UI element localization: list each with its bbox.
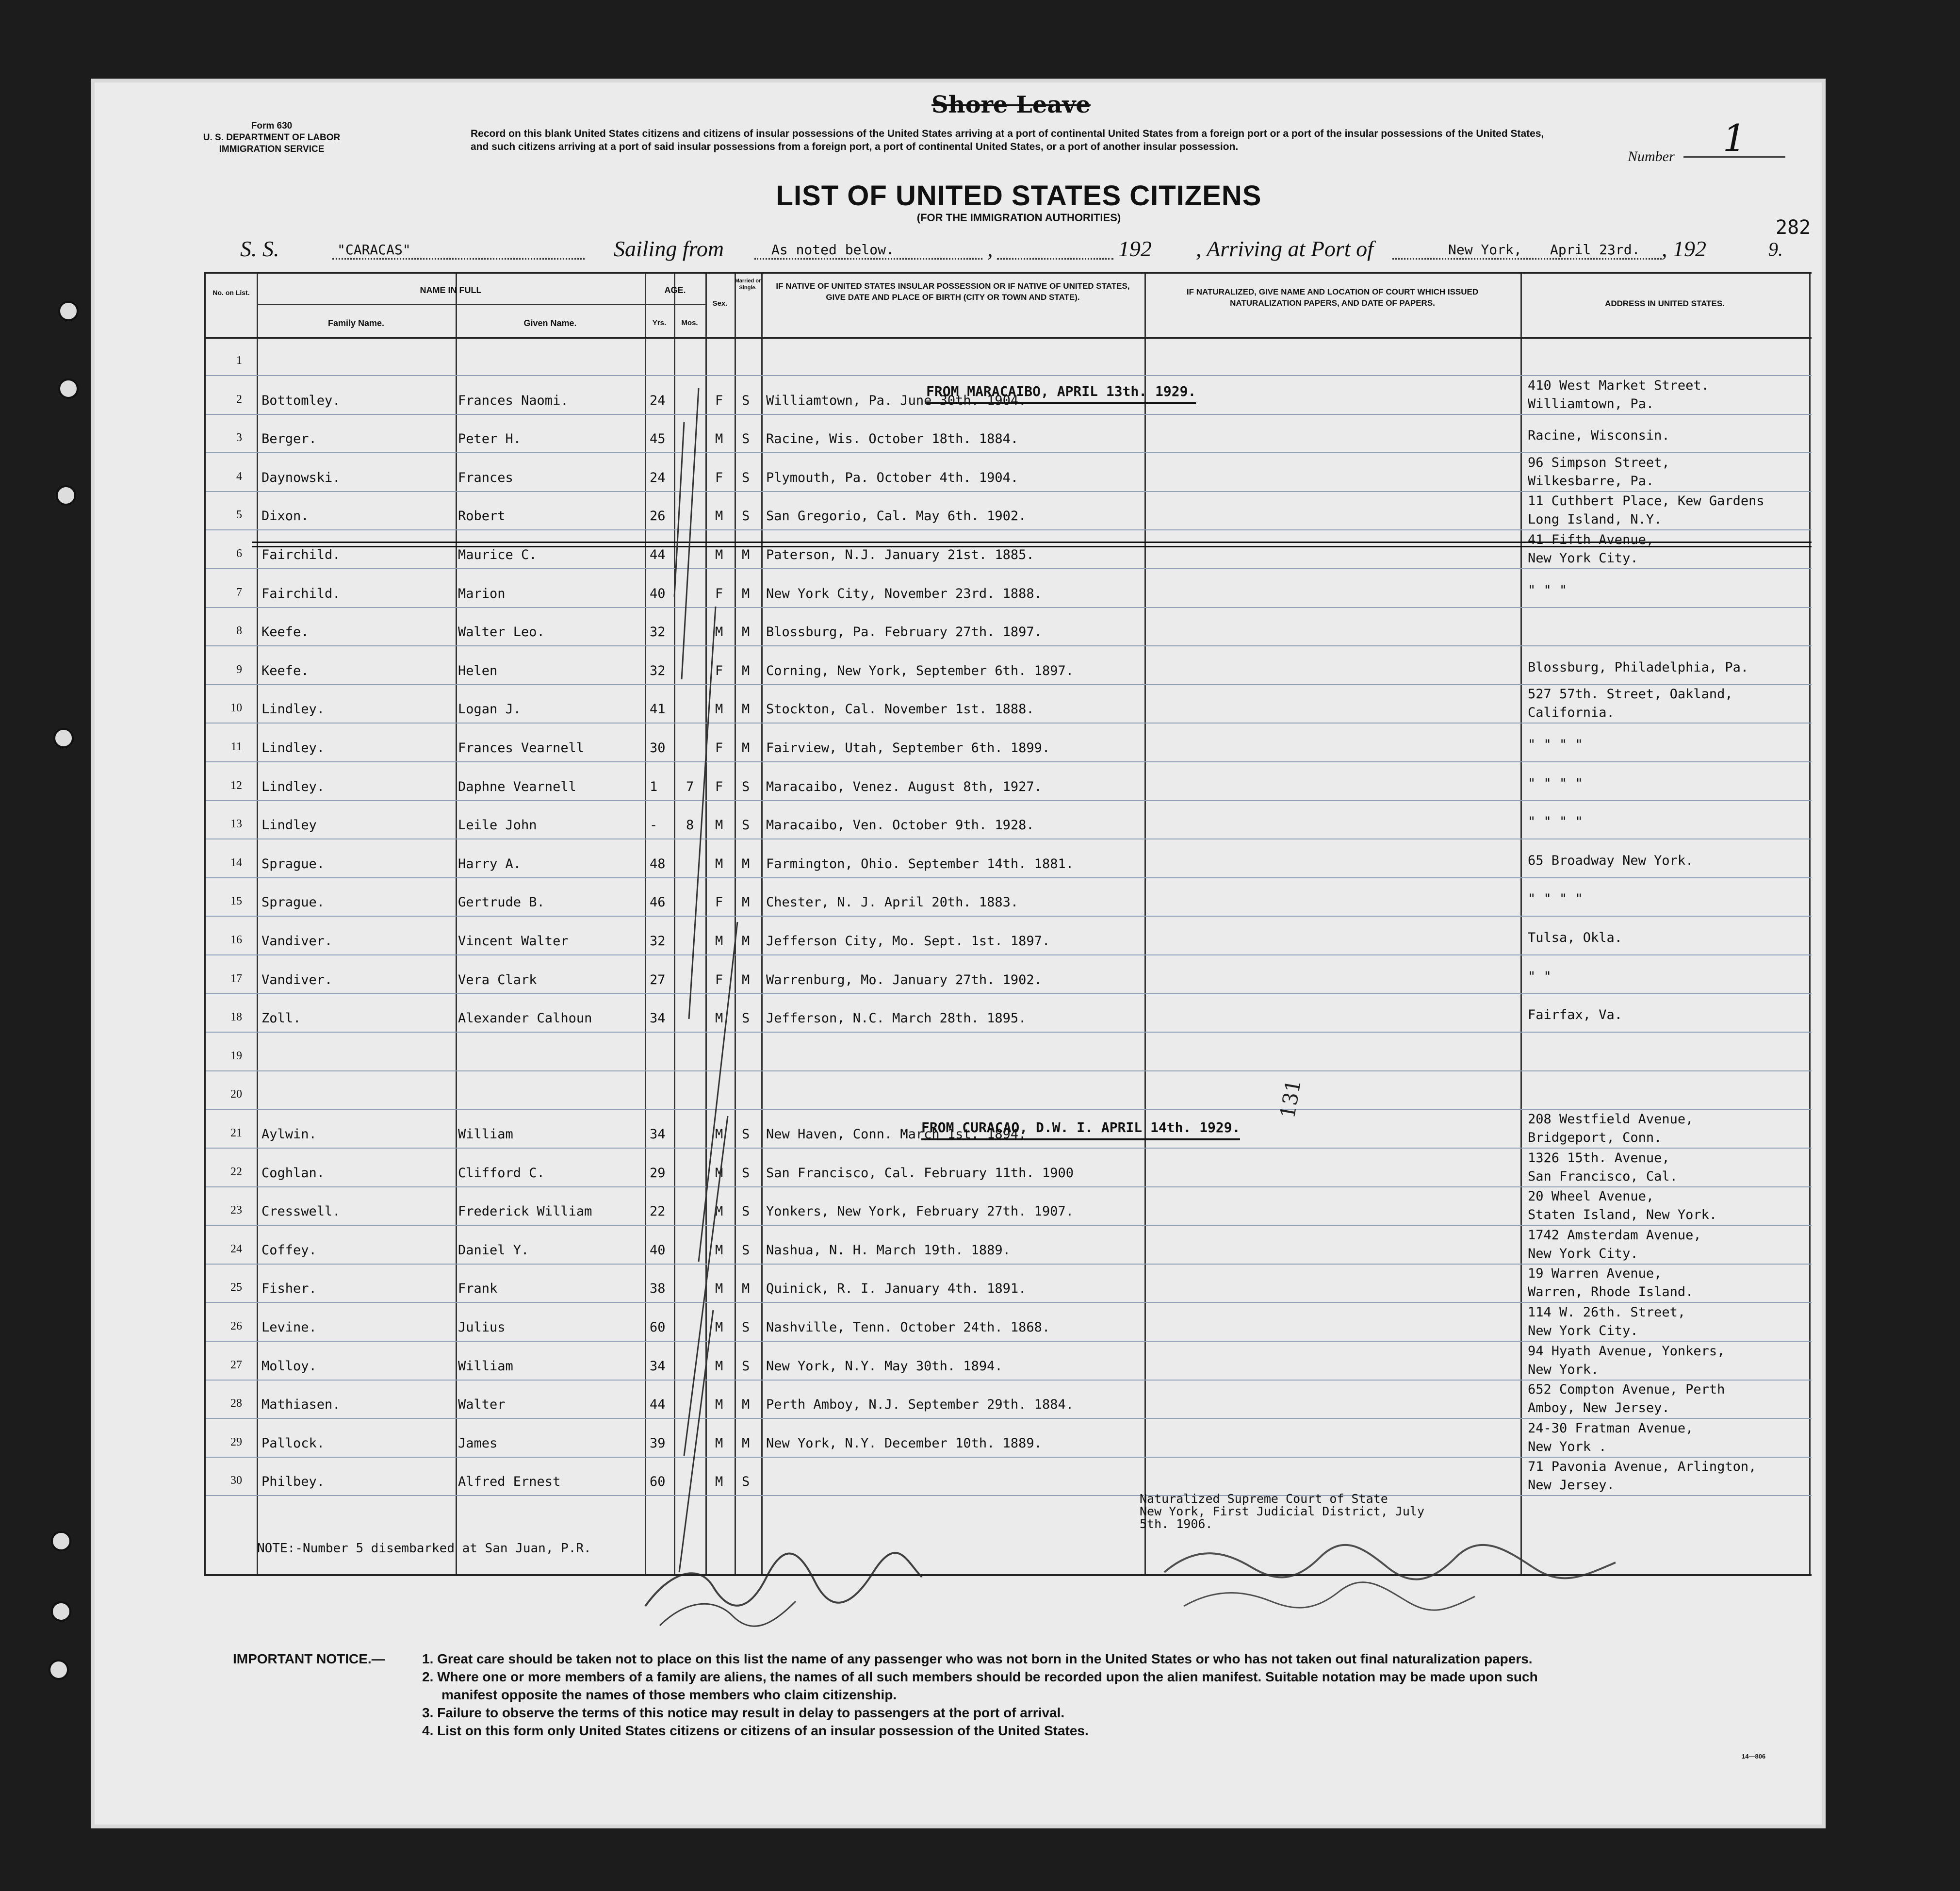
cell-no: 18 — [230, 1011, 242, 1024]
cell-birth: Perth Amboy, N.J. September 29th. 1884. — [766, 1397, 1074, 1413]
header-yrs: Yrs. — [652, 319, 667, 327]
cell-given: Daphne Vearnell — [458, 779, 576, 794]
cell-ms: M — [742, 702, 750, 717]
department-name: U. S. DEPARTMENT OF LABOR — [203, 132, 341, 143]
cell-given: Marion — [458, 586, 506, 601]
ss-label: S. S. — [240, 236, 279, 261]
footnote-disembarked: NOTE:-Number 5 disembarked at San Juan, P.R. — [257, 1541, 591, 1556]
address-line: " " " " — [1528, 775, 1583, 791]
handwritten-shore-leave: Shore Leave — [931, 91, 1091, 118]
notice-lead: IMPORTANT NOTICE.— — [233, 1651, 385, 1666]
cell-yrs: 29 — [650, 1165, 666, 1181]
address-line: 208 Westfield Avenue, — [1528, 1112, 1694, 1127]
cell-family: Pallock. — [261, 1435, 325, 1451]
cell-sex: M — [715, 1474, 723, 1490]
address-line: 65 Broadway New York. — [1528, 853, 1694, 868]
address-line: " " " " — [1528, 814, 1583, 830]
cell-no: 8 — [236, 625, 242, 638]
address-line: Fairfax, Va. — [1528, 1007, 1623, 1023]
cell-no: 14 — [230, 856, 242, 869]
cell-family: Fairchild. — [261, 586, 341, 601]
cell-ms: S — [742, 509, 750, 524]
comma: , — [987, 236, 993, 261]
cell-family: Coghlan. — [261, 1165, 325, 1181]
cell-sex: M — [715, 702, 723, 717]
cell-no: 24 — [230, 1242, 242, 1255]
cell-sex: M — [715, 547, 723, 562]
cell-birth: Maracaibo, Ven. October 9th. 1928. — [766, 818, 1034, 833]
cell-given: William — [458, 1127, 513, 1142]
cell-given: James — [458, 1435, 498, 1451]
header-age: AGE. — [664, 285, 686, 295]
cell-ms: S — [742, 1127, 750, 1142]
cell-sex: F — [715, 972, 723, 987]
cell-family: Lindley. — [261, 740, 325, 756]
address-line: Amboy, New Jersey. — [1528, 1400, 1670, 1416]
cell-no: 25 — [230, 1281, 242, 1294]
cell-birth: Paterson, N.J. January 21st. 1885. — [766, 547, 1034, 562]
cell-given: William — [458, 1358, 513, 1374]
cell-birth: Fairview, Utah, September 6th. 1899. — [766, 740, 1050, 756]
cell-given: Vincent Walter — [458, 934, 569, 949]
cell-given: Alexander Calhoun — [458, 1011, 592, 1026]
cell-birth: New York, N.Y. December 10th. 1889. — [766, 1435, 1042, 1451]
cell-yrs: 44 — [650, 547, 666, 562]
cell-sex: F — [715, 895, 723, 910]
cell-ms: M — [742, 663, 750, 678]
cell-no: 7 — [236, 586, 242, 599]
header-family: Family Name. — [327, 318, 385, 328]
cell-no: 29 — [230, 1435, 242, 1448]
cell-ms: S — [742, 431, 750, 447]
cell-sex: F — [715, 663, 723, 678]
header-given: Given Name. — [523, 318, 577, 328]
cell-family: Daynowski. — [261, 470, 341, 485]
cell-family: Vandiver. — [261, 934, 333, 949]
address-line: 114 W. 26th. Street, — [1528, 1305, 1686, 1320]
address-line: Racine, Wisconsin. — [1528, 428, 1670, 444]
cell-given: Gertrude B. — [458, 895, 545, 910]
address-line: 96 Simpson Street, — [1528, 455, 1670, 470]
cell-family: Fairchild. — [261, 547, 341, 562]
address-line: 11 Cuthbert Place, Kew Gardens — [1528, 493, 1764, 509]
cell-family: Berger. — [261, 431, 317, 447]
header-no: No. on List. — [212, 289, 250, 296]
cell-yrs: 34 — [650, 1011, 666, 1026]
header-mos: Mos. — [681, 319, 698, 327]
cell-family: Keefe. — [261, 663, 309, 678]
cell-no: 30 — [230, 1474, 242, 1487]
cell-sex: F — [715, 779, 723, 794]
section-maracaibo: FROM MARACAIBO, APRIL 13th. 1929. — [926, 383, 1196, 404]
cell-no: 2 — [236, 393, 242, 406]
cell-given: Clifford C. — [458, 1165, 545, 1181]
cell-given: Frank — [458, 1281, 498, 1297]
notice-item: 2. Where one or more members of a family are aliens, the names of all such members should be recorded upon the alien manifest. Suitable notation may be made upon such — [422, 1669, 1538, 1684]
cell-sex: M — [715, 1281, 723, 1297]
cell-yrs: 27 — [650, 972, 666, 987]
cell-yrs: 34 — [650, 1127, 666, 1142]
cell-sex: M — [715, 1358, 723, 1374]
cell-yrs: 45 — [650, 431, 666, 447]
address-line: New York City. — [1528, 1246, 1638, 1261]
cell-ms: M — [742, 586, 750, 601]
cell-birth: Nashua, N. H. March 19th. 1889. — [766, 1242, 1011, 1258]
cell-mos: 8 — [686, 818, 694, 833]
cell-yrs: 60 — [650, 1320, 666, 1335]
address-line: Bridgeport, Conn. — [1528, 1130, 1662, 1145]
cell-no: 15 — [230, 895, 242, 908]
cell-birth: Nashville, Tenn. October 24th. 1868. — [766, 1320, 1050, 1335]
cell-no: 27 — [230, 1358, 242, 1371]
cell-yrs: 30 — [650, 740, 666, 756]
cell-ms: M — [742, 934, 750, 949]
cell-yrs: 60 — [650, 1474, 666, 1490]
cell-given: Peter H. — [458, 431, 522, 447]
cell-no: 20 — [230, 1088, 242, 1101]
cell-family: Sprague. — [261, 895, 325, 910]
cell-yrs: 34 — [650, 1358, 666, 1374]
address-line: 41 Fifth Avenue, — [1528, 532, 1654, 547]
cell-family: Zoll. — [261, 1011, 301, 1026]
cell-ms: S — [742, 1474, 750, 1490]
cell-given: Helen — [458, 663, 498, 678]
cell-given: Alfred Ernest — [458, 1474, 561, 1490]
address-line: New York City. — [1528, 551, 1638, 566]
year-prefix: 192 — [1118, 236, 1152, 261]
year-prefix-2: , 192 — [1662, 236, 1706, 261]
cell-birth: Plymouth, Pa. October 4th. 1904. — [766, 470, 1019, 485]
cell-no: 19 — [230, 1049, 242, 1062]
cell-family: Philbey. — [261, 1474, 325, 1490]
arrival-port: New York, — [1448, 242, 1522, 258]
arriving-label: , Arriving at Port of — [1196, 236, 1373, 261]
cell-sex: M — [715, 1165, 723, 1181]
address-line: 652 Compton Avenue, Perth — [1528, 1382, 1725, 1398]
arrival-date: April 23rd. — [1550, 242, 1640, 258]
address-line: New York . — [1528, 1439, 1607, 1454]
cell-given: Logan J. — [458, 702, 522, 717]
page-number: 282 — [1776, 216, 1811, 239]
cell-no: 1 — [236, 354, 242, 367]
cell-birth: San Gregorio, Cal. May 6th. 1902. — [766, 509, 1027, 524]
cell-ms: M — [742, 1435, 750, 1451]
year-suffix: 9. — [1768, 238, 1783, 260]
cell-sex: M — [715, 934, 723, 949]
cell-yrs: 26 — [650, 509, 666, 524]
cell-sex: F — [715, 393, 723, 408]
page-title: LIST OF UNITED STATES CITIZENS — [776, 180, 1262, 212]
notice-item: manifest opposite the names of those members who claim citizenship. — [441, 1687, 897, 1702]
header-name-group: NAME IN FULL — [420, 285, 482, 295]
cell-birth: Williamtown, Pa. June 30th. 1904. — [766, 393, 1027, 408]
cell-family: Levine. — [261, 1320, 317, 1335]
address-line: 1326 15th. Avenue, — [1528, 1150, 1670, 1166]
cell-no: 16 — [230, 934, 242, 946]
cell-birth: New York, N.Y. May 30th. 1894. — [766, 1358, 1003, 1374]
cell-family: Lindley. — [261, 702, 325, 717]
cell-family: Lindley. — [261, 779, 325, 794]
cell-birth: Racine, Wis. October 18th. 1884. — [766, 431, 1019, 447]
cell-ms: M — [742, 740, 750, 756]
address-line: Staten Island, New York. — [1528, 1207, 1717, 1223]
cell-ms: M — [742, 895, 750, 910]
address-line: 1742 Amsterdam Avenue, — [1528, 1227, 1701, 1243]
address-line: " " " — [1528, 582, 1568, 598]
cell-birth: New Haven, Conn. March 1st. 1894. — [766, 1127, 1027, 1142]
cell-ms: M — [742, 856, 750, 872]
examiner-signature — [1155, 1538, 1630, 1626]
address-line: 94 Hyath Avenue, Yonkers, — [1528, 1343, 1725, 1359]
header-birth: IF NATIVE OF UNITED STATES INSULAR POSSESSION OR IF NATIVE OF UNITED STATES, GIVE DATE AND PLACE OF BIRTH (CITY OR TOWN AND STATE). — [776, 281, 1130, 302]
cell-given: Daniel Y. — [458, 1242, 529, 1258]
address-line: " " " " — [1528, 891, 1583, 907]
cell-sex: M — [715, 1011, 723, 1026]
cell-ms: S — [742, 1204, 750, 1219]
address-line: California. — [1528, 705, 1615, 721]
address-line: Warren, Rhode Island. — [1528, 1284, 1694, 1300]
naturalization-line: 5th. 1906. — [1140, 1517, 1213, 1531]
cell-birth: Blossburg, Pa. February 27th. 1897. — [766, 625, 1042, 640]
cell-ms: S — [742, 1011, 750, 1026]
notice-items — [422, 1650, 1819, 1740]
cell-yrs: 1 — [650, 779, 658, 794]
cell-given: Frances Naomi. — [458, 393, 569, 408]
address-line: New York. — [1528, 1362, 1599, 1377]
cell-birth: Corning, New York, September 6th. 1897. — [766, 663, 1074, 678]
cell-yrs: 44 — [650, 1397, 666, 1413]
cell-no: 22 — [230, 1165, 242, 1178]
number-label: Number — [1628, 148, 1675, 164]
cell-family: Aylwin. — [261, 1127, 317, 1142]
cell-no: 21 — [230, 1127, 242, 1139]
cell-given: Robert — [458, 509, 506, 524]
cell-yrs: 48 — [650, 856, 666, 872]
cell-family: Fisher. — [261, 1281, 317, 1297]
address-line: New York City. — [1528, 1323, 1638, 1338]
cell-ms: S — [742, 1320, 750, 1335]
notice-item: 3. Failure to observe the terms of this notice may result in delay to passengers at the port of arrival. — [422, 1705, 1065, 1720]
cell-birth: Farmington, Ohio. September 14th. 1881. — [766, 856, 1074, 872]
cell-sex: M — [715, 1127, 723, 1142]
cell-sex: M — [715, 1435, 723, 1451]
cell-birth: Quinick, R. I. January 4th. 1891. — [766, 1281, 1027, 1297]
cell-sex: M — [715, 1320, 723, 1335]
cell-ms: M — [742, 1281, 750, 1297]
cell-given: Frances Vearnell — [458, 740, 585, 756]
cell-given: Frances — [458, 470, 513, 485]
cell-birth: Maracaibo, Venez. August 8th, 1927. — [766, 779, 1042, 794]
address-line: " " — [1528, 969, 1552, 984]
cell-sex: F — [715, 740, 723, 756]
section-curacao: FROM CURACAO, D.W. I. APRIL 14th. 1929. — [921, 1119, 1240, 1140]
cell-family: Lindley — [261, 818, 317, 833]
cell-yrs: 38 — [650, 1281, 666, 1297]
cell-yrs: 40 — [650, 1242, 666, 1258]
cell-yrs: 40 — [650, 586, 666, 601]
cell-no: 5 — [236, 509, 242, 522]
naturalization-line: Naturalized Supreme Court of State — [1140, 1492, 1388, 1506]
cell-birth: Warrenburg, Mo. January 27th. 1902. — [766, 972, 1042, 987]
inspector-signature — [631, 1543, 931, 1635]
cell-no: 9 — [236, 663, 242, 676]
cell-yrs: - — [650, 818, 658, 833]
service-name: IMMIGRATION SERVICE — [219, 144, 325, 154]
cell-birth: Stockton, Cal. November 1st. 1888. — [766, 702, 1034, 717]
address-line: San Francisco, Cal. — [1528, 1168, 1678, 1184]
cell-birth: Jefferson, N.C. March 28th. 1895. — [766, 1011, 1027, 1026]
address-line: Blossburg, Philadelphia, Pa. — [1528, 659, 1749, 675]
naturalization-line: New York, First Judicial District, July — [1140, 1504, 1424, 1518]
cell-family: Cresswell. — [261, 1204, 341, 1219]
cell-family: Vandiver. — [261, 972, 333, 987]
cell-yrs: 41 — [650, 702, 666, 717]
cell-given: Walter Leo. — [458, 625, 545, 640]
cell-given: Frederick William — [458, 1204, 592, 1219]
address-line: 24-30 Fratman Avenue, — [1528, 1420, 1694, 1436]
address-line: Tulsa, Okla. — [1528, 930, 1623, 945]
cell-no: 12 — [230, 779, 242, 792]
cell-yrs: 24 — [650, 470, 666, 485]
cell-sex: F — [715, 586, 723, 601]
address-line: " " " " — [1528, 737, 1583, 752]
cell-no: 3 — [236, 431, 242, 444]
cell-sex: M — [715, 625, 723, 640]
cell-no: 11 — [230, 740, 242, 753]
cell-family: Molloy. — [261, 1358, 317, 1374]
cell-family: Coffey. — [261, 1242, 317, 1258]
cell-sex: M — [715, 509, 723, 524]
cell-given: Walter — [458, 1397, 506, 1413]
cell-sex: M — [715, 1204, 723, 1219]
cell-yrs: 32 — [650, 934, 666, 949]
ship-name: "CARACAS" — [337, 242, 411, 258]
cell-ms: S — [742, 779, 750, 794]
cell-given: Harry A. — [458, 856, 522, 872]
cell-family: Bottomley. — [261, 393, 341, 408]
address-line: 19 Warren Avenue, — [1528, 1266, 1662, 1282]
address-line: 71 Pavonia Avenue, Arlington, — [1528, 1459, 1757, 1475]
cell-ms: M — [742, 972, 750, 987]
cell-family: Mathiasen. — [261, 1397, 341, 1413]
cell-family: Dixon. — [261, 509, 309, 524]
cell-ms: M — [742, 1397, 750, 1413]
cell-yrs: 46 — [650, 895, 666, 910]
cell-sex: M — [715, 1242, 723, 1258]
notice-item: 4. List on this form only United States citizens or citizens of an insular possession of the United States. — [422, 1723, 1089, 1738]
cell-sex: M — [715, 856, 723, 872]
cell-yrs: 24 — [650, 393, 666, 408]
header-sex: Sex. — [712, 299, 728, 308]
cell-birth: San Francisco, Cal. February 11th. 1900 — [766, 1165, 1074, 1181]
cell-ms: S — [742, 1358, 750, 1374]
cell-given: Leile John — [458, 818, 537, 833]
cell-sex: M — [715, 1397, 723, 1413]
cell-no: 4 — [236, 470, 242, 483]
page-subtitle: (FOR THE IMMIGRATION AUTHORITIES) — [916, 212, 1121, 224]
notice-item: 1. Great care should be taken not to place on this list the name of any passenger who was not born in the United States or who has not taken out final naturalization papers. — [422, 1651, 1533, 1666]
cell-yrs: 32 — [650, 625, 666, 640]
form-number: Form 630 — [251, 121, 293, 131]
cell-given: Maurice C. — [458, 547, 537, 562]
cell-yrs: 22 — [650, 1204, 666, 1219]
record-instructions: Record on this blank United States citizens and citizens of insular possessions of the United States arriving at a port of continental United States from a foreign port or a port of the insular possessions of the United States, and such citizens arriving at a port of said insular possessions from a foreign port, a port of continental United States, or a port of another insular possession. — [471, 128, 1544, 152]
cell-mos: 7 — [686, 779, 694, 794]
address-line: Wilkesbarre, Pa. — [1528, 473, 1654, 489]
header-married: Married or Single. — [735, 278, 761, 291]
cell-sex: M — [715, 818, 723, 833]
address-line: New Jersey. — [1528, 1478, 1615, 1493]
cell-ms: M — [742, 625, 750, 640]
cell-birth: Yonkers, New York, February 27th. 1907. — [766, 1204, 1074, 1219]
cell-ms: S — [742, 470, 750, 485]
cell-no: 23 — [230, 1204, 242, 1217]
cell-ms: S — [742, 1165, 750, 1181]
cell-sex: F — [715, 470, 723, 485]
header-address: ADDRESS IN UNITED STATES. — [1605, 299, 1725, 308]
cell-given: Vera Clark — [458, 972, 537, 987]
cell-ms: S — [742, 393, 750, 408]
cell-birth: New York City, November 23rd. 1888. — [766, 586, 1042, 601]
form-code: 14—806 — [1742, 1753, 1766, 1760]
cell-family: Sprague. — [261, 856, 325, 872]
sailing-label: Sailing from — [614, 236, 724, 261]
cell-ms: S — [742, 818, 750, 833]
cell-no: 6 — [236, 547, 242, 560]
cell-yrs: 39 — [650, 1435, 666, 1451]
cell-sex: M — [715, 431, 723, 447]
cell-birth: Chester, N. J. April 20th. 1883. — [766, 895, 1019, 910]
handwritten-stamp: 131 — [1275, 1077, 1306, 1120]
cell-ms: S — [742, 1242, 750, 1258]
address-line: Williamtown, Pa. — [1528, 396, 1654, 411]
sailing-from: As noted below. — [771, 242, 894, 258]
header-naturalized: IF NATURALIZED, GIVE NAME AND LOCATION OF COURT WHICH ISSUED NATURALIZATION PAPERS, AND DATE OF PAPERS. — [1186, 287, 1479, 308]
address-line: 20 Wheel Avenue, — [1528, 1189, 1654, 1204]
cell-ms: M — [742, 547, 750, 562]
cell-given: Julius — [458, 1320, 506, 1335]
address-line: Long Island, N.Y. — [1528, 512, 1662, 527]
address-line: 410 West Market Street. — [1528, 378, 1709, 393]
cell-family: Keefe. — [261, 625, 309, 640]
list-number: 1 — [1683, 121, 1785, 158]
cell-no: 13 — [230, 818, 242, 831]
cell-birth: Jefferson City, Mo. Sept. 1st. 1897. — [766, 934, 1050, 949]
cell-no: 26 — [230, 1320, 242, 1332]
cell-yrs: 32 — [650, 663, 666, 678]
cell-no: 10 — [230, 702, 242, 715]
address-line: 527 57th. Street, Oakland, — [1528, 687, 1733, 702]
cell-no: 17 — [230, 972, 242, 985]
cell-no: 28 — [230, 1397, 242, 1410]
